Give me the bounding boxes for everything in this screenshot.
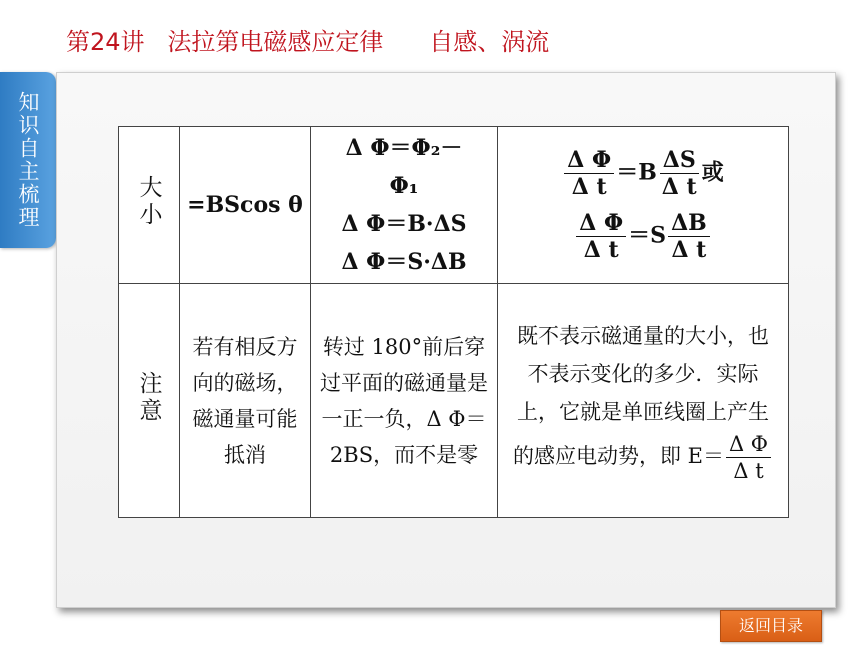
section-tab-label: 知识自主梳理 <box>16 91 40 229</box>
comparison-table <box>118 126 789 518</box>
fraction: $\frac{\text{Δ Φ}}{\text{Δ t}}$ <box>726 431 771 484</box>
page-title: 第24讲 法拉第电磁感应定律 自感、涡流 <box>66 28 550 56</box>
section-tab[interactable] <box>0 72 56 248</box>
table-row <box>119 284 789 518</box>
fraction: $\frac{\Delta S}{\text{Δ t}}$ <box>659 147 700 200</box>
fraction: $\frac{\text{Δ Φ}}{\text{Δ t}}$ <box>564 147 614 200</box>
table-row <box>119 127 789 284</box>
fraction: $\frac{\Delta B}{\text{Δ t}}$ <box>668 210 710 263</box>
cell-flux-rate: $\frac{\text{Δ Φ}}{\text{Δ t}}$ ＝B $\frac{\Delta S}{\text{Δ t}}$ 或 $\frac{\text{Δ Φ}}{\text{Δ t}}$ ＝S $\frac{\Delta B}{\text{Δ t}}$ <box>498 127 789 284</box>
cell-flux-formula: =BScos θ <box>180 127 311 284</box>
fraction: $\frac{\text{Δ Φ}}{\text{Δ t}}$ <box>576 210 626 263</box>
note-flux-change: 转过 180°前后穿过平面的磁通量是一正一负，Δ Φ＝2BS，而不是零 <box>311 284 498 518</box>
row-head-magnitude: 大小 <box>119 127 180 284</box>
note-flux: 若有相反方向的磁场，磁通量可能抵消 <box>180 284 311 518</box>
back-to-contents-button[interactable]: 返回目录 <box>720 610 822 642</box>
row-head-notes: 注意 <box>119 284 180 518</box>
note-flux-rate: 既不表示磁通量的大小，也不表示变化的多少．实际上，它就是单匝线圈上产生的感应电动势，即 E＝ $\frac{\text{Δ Φ}}{\text{Δ t}}$ <box>498 284 789 518</box>
cell-flux-change: Δ Φ＝Φ₂－ Φ₁ Δ Φ＝B·ΔS Δ Φ＝S·ΔB <box>311 127 498 284</box>
